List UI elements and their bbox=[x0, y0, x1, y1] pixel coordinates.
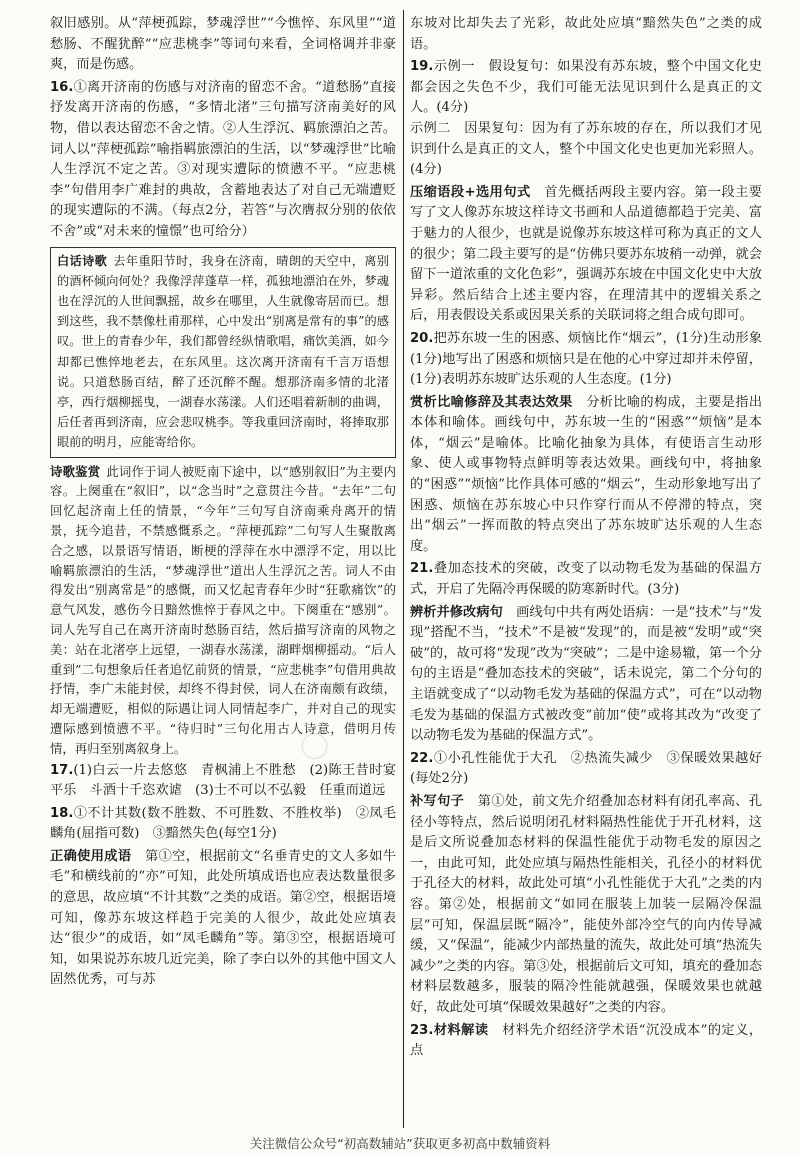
appreciation-body: 此词作于词人被贬南下途中，以“感别叙旧”为主要内容。上阕重在“叙旧”，以“念当时”之意贯注今昔。“去年”二句回忆起济南上任的情景，“今年”三句写自济南乘舟离开的情景，抚今追昔，不禁感慨系之。“萍梗孤踪”二句写人生聚散离合之感，以景语写情语，断梗的浮萍在水中漂浮不定，用以比喻羁旅漂泊的生活，“梦魂浮世”道出人生浮沉之苦。词人不由得发出“别离常是”的感慨，而又忆起青春年少时“狂歌痛饮”的意气风发，感伤今日黯然憔悴于春风之中。下阕重在“感别”。词人先写自己在离开济南时愁肠百结，然后描写济南的风物之美：站在北渚亭上远望，一湖春水荡漾，湖畔烟柳摇动。“后人重到”二句想象后任者追忆前贤的情景，“应悲桃李”句借用典故抒情，李广未能封侯，却终不得封侯，词人在济南颇有政绩，却无端遭贬，相似的际遇让词人同情起李广，并对自己的现实遭际感到愤懑不平。“待归时”三句化用古人诗意，借明月传情，再归至别离叙身上。 bbox=[50, 463, 397, 756]
answer-text: 把苏东坡一生的困惑、烦恼比作“烟云”，(1分)生动形象(1分)地写出了困惑和烦恼只是在他的心中穿过却并未停留，(1分)表明苏东坡旷达乐观的人生态度。(1分) bbox=[410, 330, 762, 388]
complete-explanation bbox=[410, 792, 762, 1019]
answer-22 bbox=[410, 749, 762, 790]
answer-text: ①离开济南的伤感与对济南的留恋不舍。“道愁肠”直接抒发离开济南的伤感，“多情北渚”三句描写济南美好的风物，借以表达留恋不舍之情。②人生浮沉、羁旅漂泊之苦。词人以“萍梗孤踪”喻指羁旅漂泊的生活，以“梦魂浮世”比喻人生浮沉不定之苦。③对现实遭际的愤懑不平。“应悲桃李”句借用李广难封的典故，含蓄地表达了对自己无端遭贬的现实遭际的不满。（每点2分，若答“与次膺叔分别的依依不舍”或“对未来的憧憬”也可给分） bbox=[50, 79, 396, 239]
answer-text: ①小孔性能优于大孔 ②热流失减少 ③保暖效果越好(每处2分) bbox=[410, 750, 762, 787]
question-number: 18. bbox=[50, 805, 74, 821]
question-number: 21. bbox=[410, 561, 434, 577]
metaphor-explanation bbox=[410, 393, 762, 558]
section-tag: 白话诗歌 bbox=[57, 253, 108, 268]
question-number: 23. bbox=[410, 1022, 434, 1038]
continued-paragraph: 东坡对比却失去了光彩，故此处应填“黯然失色”之类的成语。 bbox=[410, 16, 762, 52]
answer-text: 叠加态技术的突破，改变了以动物毛发为基础的保温方式，开启了先隔冷再保暖的防寒新时代。(3分) bbox=[410, 561, 762, 598]
explanation-body: 画线句中共有两处语病：一是“技术”与“发现”搭配不当，“技术”不是被“发现”的，而是被“发明”或“突破”的，故可将“发现”改为“突破”；二是中途易辙，第一个分句的主语是“叠加态技术的突破”，话未说完，第二个分句的主语就变成了“以动物毛发为基础的保温方式”，可在“以动物毛发为基础的保温方式被改变”前加“使”或将其改为“改变了以动物毛发为基础的保温方式”。 bbox=[410, 604, 762, 744]
compress-explanation bbox=[410, 183, 762, 327]
section-tag: 压缩语段+选用句式 bbox=[410, 184, 531, 200]
answer-17 bbox=[50, 761, 396, 802]
answer-text: 材料先介绍经济学术语“沉没成本”的定义，点 bbox=[410, 1022, 763, 1059]
footer-note: 关注微信公众号“初高数辅站”获取更多初高中数辅资料 bbox=[249, 1136, 551, 1151]
explanation-body: 首先概括两段主要内容。第一段主要写了文人像苏东坡这样诗文书画和人品道德都趋于完美、富于魅力的人很少，也就是说像苏东坡这样可称为真正的文人的很少；第二段主要写的是“仿佛只要苏东坡稍一动弹，就会留下一道浓重的文化色彩”，强调苏东坡在中国文化史中大放异彩。然后结合上述主要内容，在理清其中的逻辑关系之后，用表假设关系或因果关系的关联词将之组合成句即可。 bbox=[410, 184, 762, 324]
column-divider bbox=[403, 10, 404, 1128]
translation-box bbox=[50, 247, 396, 458]
revise-explanation bbox=[410, 603, 762, 747]
poem-appreciation bbox=[50, 462, 396, 759]
question-number: 19. bbox=[410, 59, 434, 75]
intro-paragraph: 叙旧感别。从“萍梗孤踪，梦魂浮世”“今憔悴、东风里”“道愁肠、不醒犹醉”“应悲桃李”等词句来看，全词格调并非豪爽，而是伤感。 bbox=[50, 16, 396, 73]
explanation-body: 分析比喻的构成，主要是指出本体和喻体。画线句中，苏东坡一生的“困惑”“烦恼”是本体，“烟云”是喻体。比喻化抽象为具体，有使语言生动形象、使人或事物特点鲜明等表达效果。画线句中，将抽象的“困惑”“烦恼”比作具体可感的“烟云”，生动形象地写出了困惑、烦恼在苏东坡心中只作穿行而从不停滞的特点，突出“烟云”一挥而散的特点突出了苏东坡旷达乐观的人生态度。 bbox=[410, 394, 763, 554]
answer-text: 示例一 假设复句：如果没有苏东坡，整个中国文化史都会因之失色不少，我们可能无法见识到什么是真正的文人。(4分) bbox=[410, 59, 762, 116]
section-tag: 辨析并修改病句 bbox=[410, 604, 503, 620]
explanation-body: 第①处，前文先介绍叠加态材料有闭孔率高、孔径小等特点，然后说明闭孔材料隔热性能优于开孔材料，这是后文所说叠加态材料的保温性能优于动物毛发的原因之一，由此可知，此处应填与隔热性能相关，孔径小的材料优于孔径大的材料，故此处可填“小孔性能优于大孔”之类的内容。第②处，根据前文“如同在服装上加装一层隔冷保温层”可知，保温层既“隔冷”，能使外部冷空气的向内传导减缓，又“保温”，能减少内部热量的流失，故此处可填“热流失减少”之类的内容。第③处，根据前后文可知，填充的叠加态材料层数越多，服装的隔冷性能就越强，保暖效果也就越好，故此处可填“保暖效果越好”之类的内容。 bbox=[410, 793, 763, 1015]
answer-20 bbox=[410, 329, 762, 391]
idiom-explanation bbox=[50, 847, 396, 991]
answer-text: ①不计其数(数不胜数、不可胜数、不胜枚举) ②凤毛麟角(屈指可数) ③黯然失色(每空1分) bbox=[50, 805, 396, 842]
answer-18 bbox=[50, 804, 396, 845]
answer-23 bbox=[410, 1021, 762, 1062]
right-column bbox=[410, 14, 762, 1062]
answer-16 bbox=[50, 78, 396, 243]
question-number: 22. bbox=[410, 750, 434, 766]
explanation-body: 第①空，根据前文“名垂青史的文人多如牛毛”和横线前的“亦”可知，此处所填成语也应表达数量很多的意思，故应填“不计其数”之类的成语。第②空，根据语境可知，像苏东坡这样趋于完美的人很少，故此处应填表达“很少”的成语，如“凤毛麟角”等。第③空，根据语境可知，如果说苏东坡几近完美，除了李白以外的其他中国文人固然优秀，可与苏 bbox=[50, 848, 397, 988]
question-number: 17. bbox=[50, 762, 74, 778]
answer-19-b: 示例二 因果复句：因为有了苏东坡的存在，所以我们才见识到什么是真正的文人，整个中国文化史也更加光彩照人。(4分) bbox=[410, 120, 762, 178]
question-number: 20. bbox=[410, 330, 434, 346]
section-tag: 诗歌鉴赏 bbox=[50, 463, 101, 479]
section-tag: 材料解读 bbox=[433, 1022, 489, 1038]
question-number: 16. bbox=[50, 79, 74, 95]
section-tag: 补写句子 bbox=[410, 793, 465, 809]
section-tag: 正确使用成语 bbox=[50, 848, 132, 864]
left-column bbox=[50, 14, 396, 991]
translation-text bbox=[57, 251, 389, 453]
section-tag: 赏析比喻修辞及其表达效果 bbox=[410, 394, 573, 410]
answer-21 bbox=[410, 559, 762, 600]
answer-text: (1)白云一片去悠悠 青枫浦上不胜愁 (2)陈王昔时宴平乐 斗酒十千恣欢谑 (3)士不可以不弘毅 任重而道远 bbox=[50, 762, 396, 799]
watermark: ◯ bbox=[300, 730, 330, 760]
translation-body: 去年重阳节时，我身在济南，晴朗的天空中，离别的酒杯倾向何处？我像浮萍蓬草一样，孤独地漂泊在外，梦魂也在浮沉的人世间飘摇，故乡在哪里，人生就像寄居而已。想到这些，我不禁像杜甫那样，心中发出“别离是常有的事”的感叹。世上的青春少年，我们都曾经纵情歌唱，痛饮美酒，如今却都已憔悴地老去，在东风里。这次离开济南有千言万语想说。只道愁肠百结，醉了还沉醉不醒。想那济南多情的北渚亭，西行烟柳摇曳，一湖春水荡漾。人们还唱着新制的曲调，后任者再到济南，应会悲叹桃李。等我重回济南时，将捧取那眼前的明月，应能寄给你。 bbox=[57, 253, 390, 450]
answer-19-a bbox=[410, 57, 762, 119]
